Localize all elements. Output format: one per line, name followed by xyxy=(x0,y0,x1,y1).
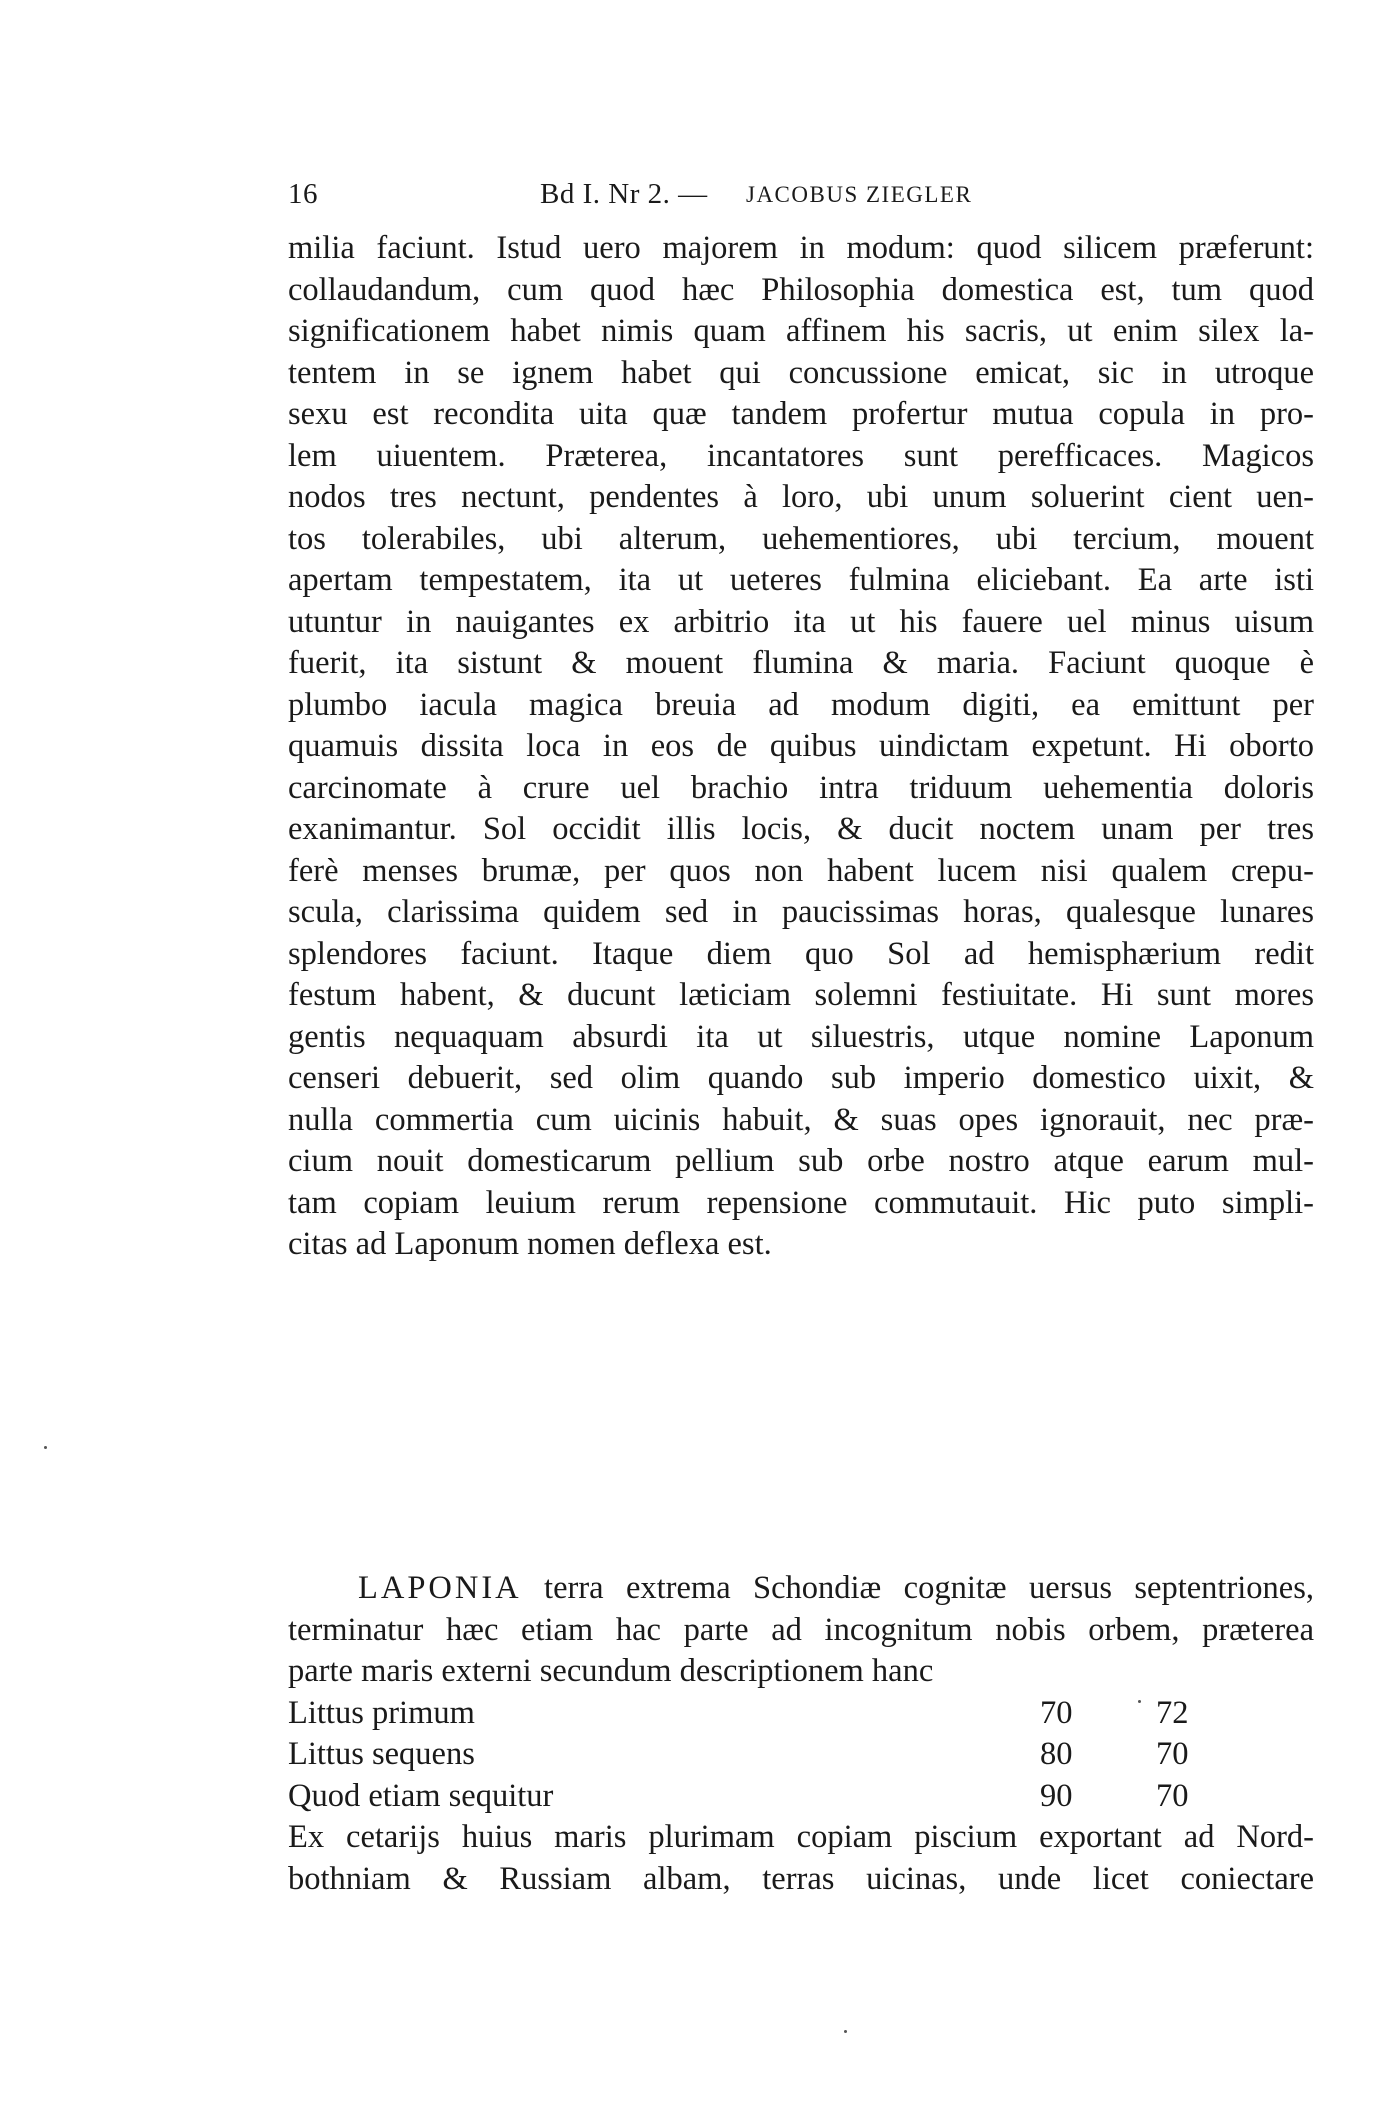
text-line: cium nouit domesticarum pellium sub orbe nostro atque earum mul- xyxy=(288,1143,1314,1179)
text-line: utuntur in nauigantes ex arbitrio ita ut his fauere uel minus uisum xyxy=(288,603,1314,640)
text-line: quamuis dissita loca in eos de quibus uindictam expetunt. Hi oborto xyxy=(288,728,1314,764)
section-text-line: Ex cetarijs huius maris plurimam copiam piscium exportant ad Nord- xyxy=(288,1819,1314,1855)
print-speck xyxy=(44,1446,47,1449)
table-cell-value: 70 xyxy=(1156,1777,1189,1814)
section-heading-word: LAPONIA xyxy=(358,1570,522,1606)
section-text-line: bothniam & Russiam albam, terras uicinas, unde licet coniectare xyxy=(288,1860,1314,1897)
text-line: citas ad Laponum nomen deflexa est. xyxy=(288,1226,772,1262)
table-cell-label: Quod etiam sequitur xyxy=(288,1777,554,1814)
text-line: fuerit, ita sistunt & mouent flumina & maria. Faciunt quoque è xyxy=(288,645,1314,681)
text-line: gentis nequaquam absurdi ita ut siluestris, utque nomine Laponum xyxy=(288,1018,1314,1055)
section-first-line xyxy=(288,1568,1314,1610)
page-number: 16 xyxy=(288,178,318,210)
table-row xyxy=(288,1734,1306,1776)
coast-table xyxy=(288,1693,1306,1818)
print-speck xyxy=(844,2030,847,2033)
section-text-line: parte maris externi secundum descriptionem hanc xyxy=(288,1653,934,1689)
text-line: censeri debuerit, sed olim quando sub imperio domestico uixit, & xyxy=(288,1060,1314,1096)
print-speck xyxy=(1138,1700,1141,1703)
text-line: ferè menses brumæ, per quos non habent lucem nisi qualem crepu- xyxy=(288,852,1314,889)
main-paragraph xyxy=(288,228,1314,1266)
text-line: scula, clarissima quidem sed in paucissimas horas, qualesque lunares xyxy=(288,894,1314,930)
text-line: splendores faciunt. Itaque diem quo Sol ad hemisphærium redit xyxy=(288,935,1314,972)
text-line: exanimantur. Sol occidit illis locis, & ducit noctem unam per tres xyxy=(288,811,1314,847)
text-line: nulla commertia cum uicinis habuit, & suas opes ignorauit, nec præ- xyxy=(288,1101,1314,1138)
author-name: JACOBUS ZIEGLER xyxy=(746,182,973,207)
text-line: tentem in se ignem habet qui concussione emicat, sic in utroque xyxy=(288,354,1314,391)
table-cell-value: 70 xyxy=(1040,1694,1073,1731)
text-line: plumbo iacula magica breuia ad modum digiti, ea emittunt per xyxy=(288,686,1314,723)
section-text-line: terminatur hæc etiam hac parte ad incognitum nobis orbem, præterea xyxy=(288,1611,1314,1648)
table-cell-value: 72 xyxy=(1156,1694,1189,1731)
text-line: tos tolerabiles, ubi alterum, uehementiores, ubi tercium, mouent xyxy=(288,520,1314,557)
text-line: tam copiam leuium rerum repensione commutauit. Hic puto simpli- xyxy=(288,1184,1314,1221)
text-line: nodos tres nectunt, pendentes à loro, ubi unum soluerint cient uen- xyxy=(288,479,1314,515)
laponia-section xyxy=(288,1568,1314,1900)
table-row xyxy=(288,1776,1306,1818)
volume-reference: Bd I. Nr 2. — xyxy=(540,178,708,210)
text-line: collaudandum, cum quod hæc Philosophia domestica est, tum quod xyxy=(288,271,1314,308)
table-cell-label: Littus primum xyxy=(288,1694,475,1731)
text-line: sexu est recondita uita quæ tandem profertur mutua copula in pro- xyxy=(288,396,1314,432)
table-row xyxy=(288,1693,1306,1735)
text-line: carcinomate à crure uel brachio intra triduum uehementia doloris xyxy=(288,769,1314,806)
table-cell-label: Littus sequens xyxy=(288,1736,475,1772)
text-line: lem uiuentem. Præterea, incantatores sunt perefficaces. Magicos xyxy=(288,437,1314,474)
table-cell-value: 70 xyxy=(1156,1736,1189,1772)
text-line: apertam tempestatem, ita ut ueteres fulmina eliciebant. Ea arte isti xyxy=(288,562,1314,598)
text-line: significationem habet nimis quam affinem his sacris, ut enim silex la- xyxy=(288,313,1314,349)
text-line: milia faciunt. Istud uero majorem in modum: quod silicem præferunt: xyxy=(288,230,1314,266)
table-cell-value: 80 xyxy=(1040,1736,1073,1772)
table-cell-value: 90 xyxy=(1040,1777,1073,1814)
text-line: festum habent, & ducunt læticiam solemni festiuitate. Hi sunt mores xyxy=(288,977,1314,1013)
section-first-line-text: terra extrema Schondiæ cognitæ uersus septentriones, xyxy=(544,1570,1315,1606)
running-header xyxy=(288,168,1298,218)
